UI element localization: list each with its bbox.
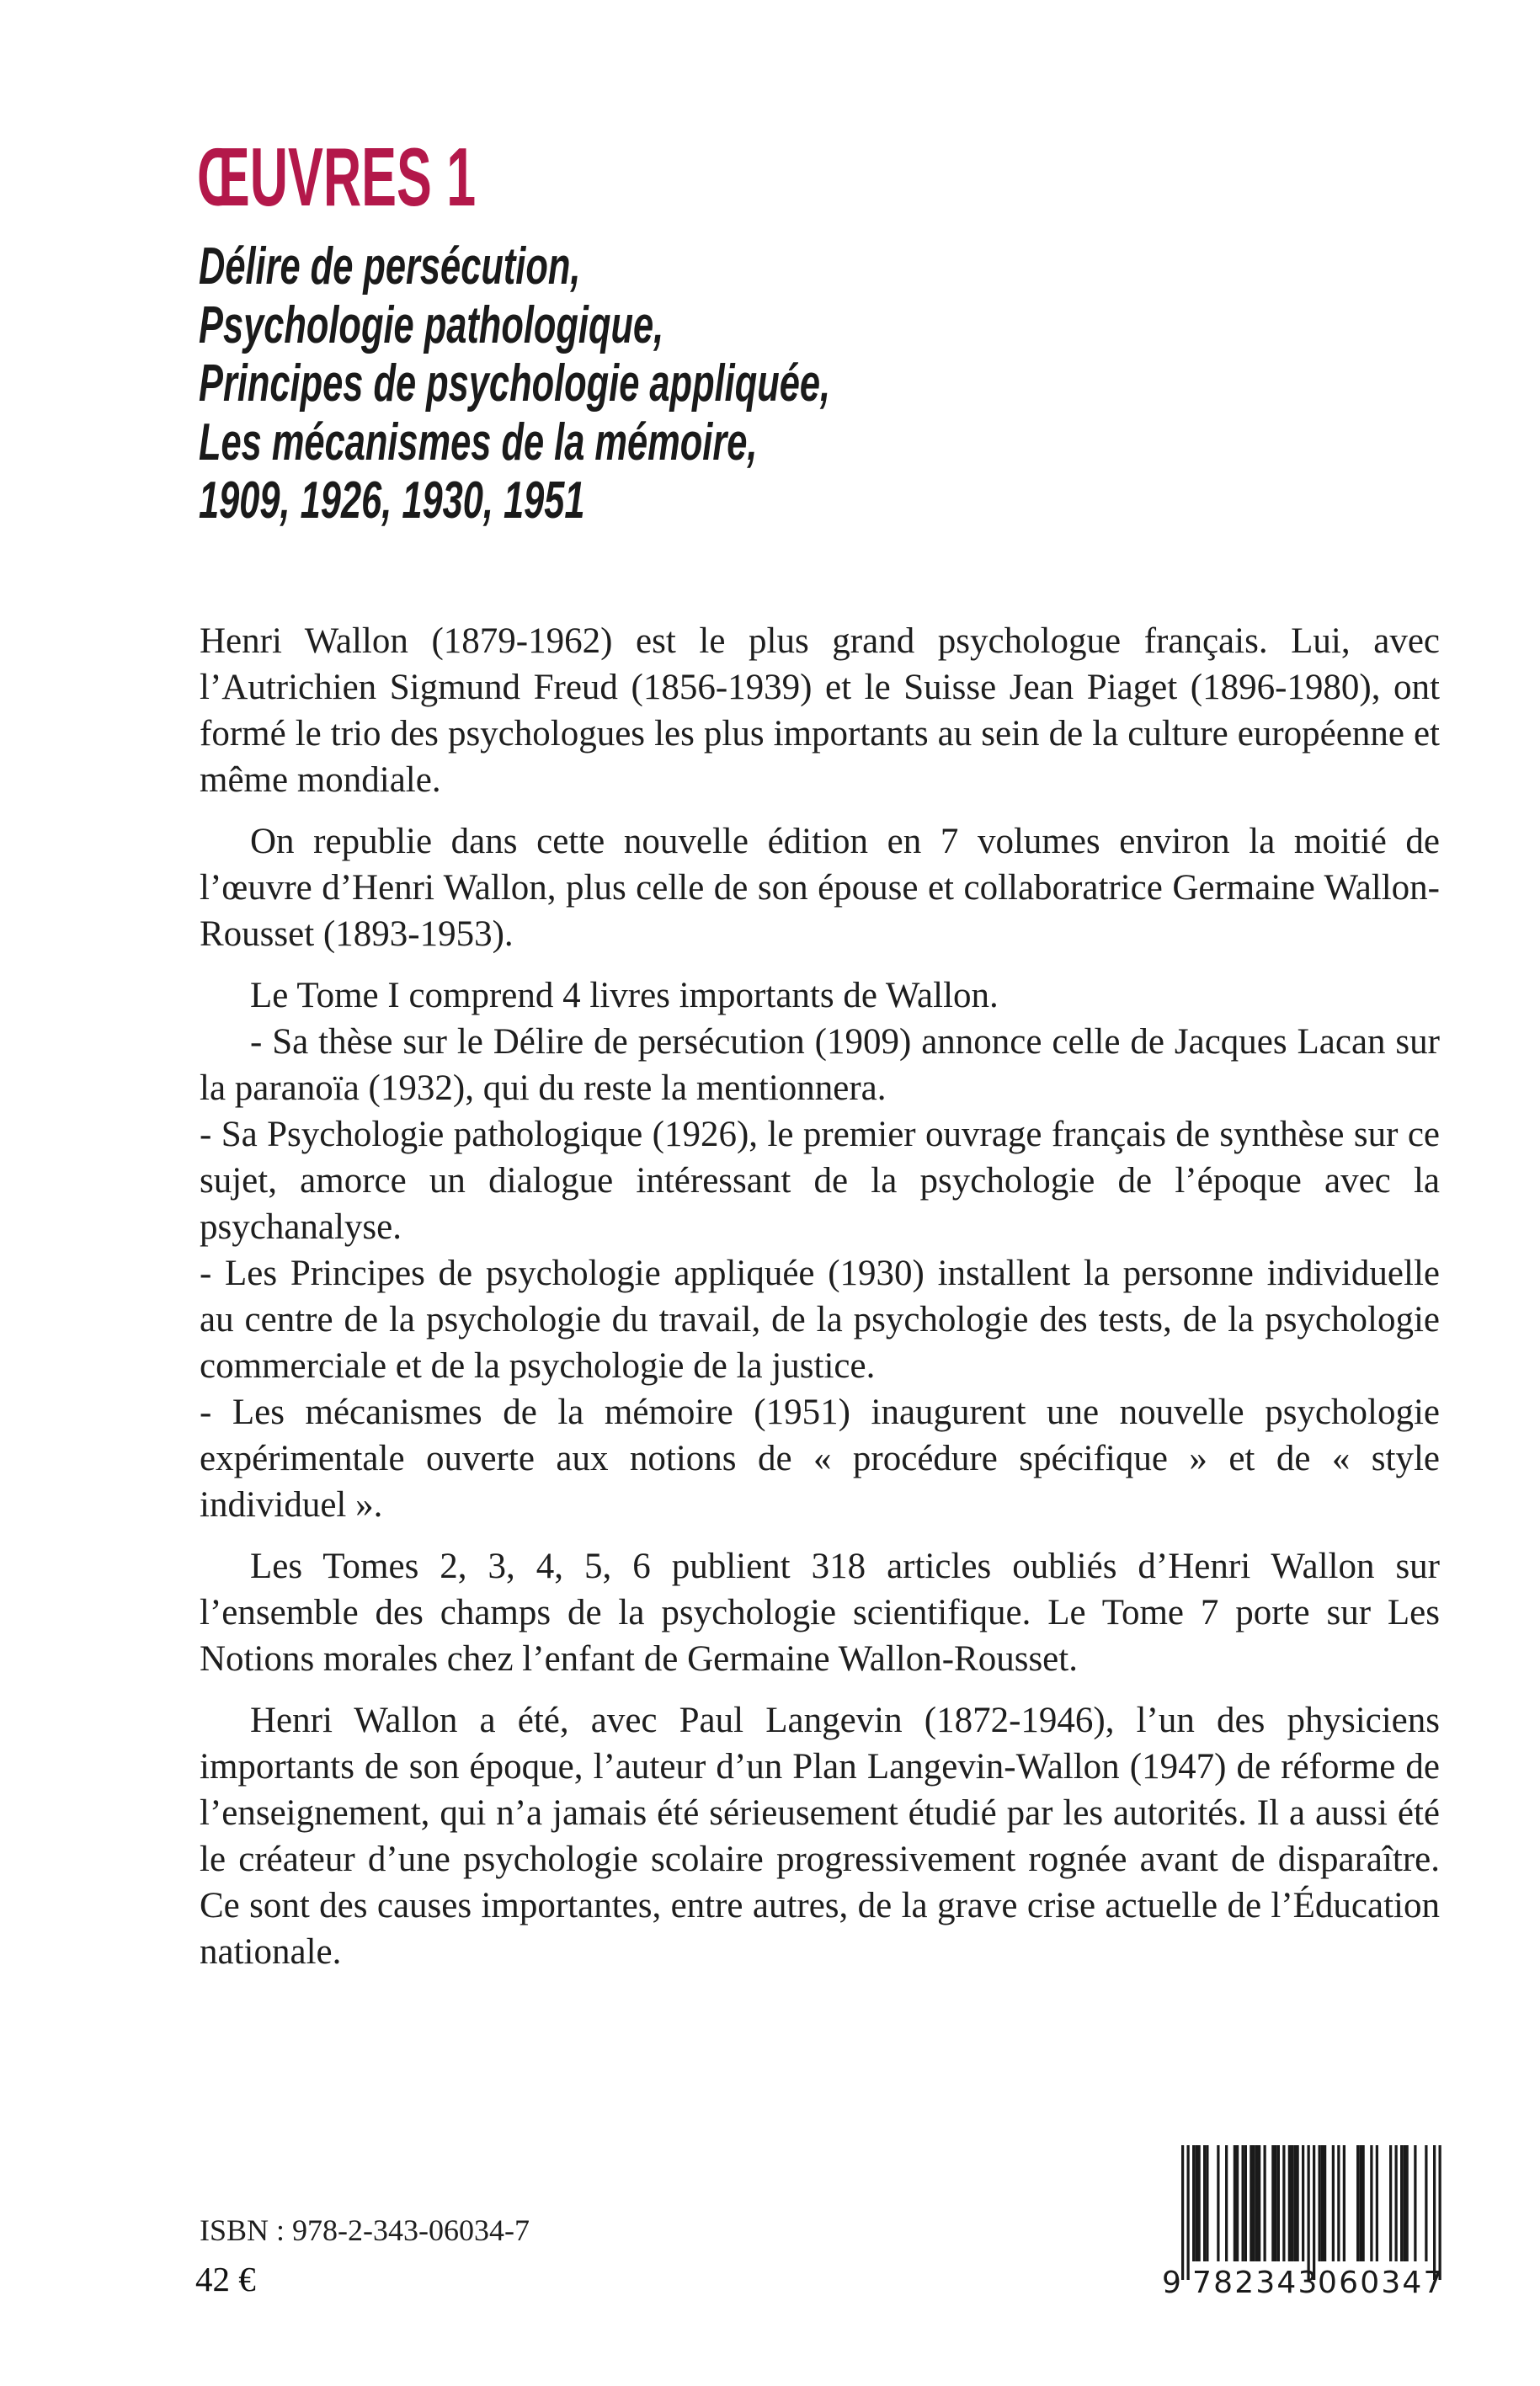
paragraph-langevin: Henri Wallon a été, avec Paul Langevin (1872-1946), l’un des physiciens importants de son époque, l’auteur d’un Plan Langevin-Wallon (1947) de réforme de l’enseignement, qui n’a jamais été sérieusement étudié par les autorités. Il a aussi été le créateur d’une psychologie scolaire progressivement rognée avant de disparaître. Ce sont des causes importantes, entre autres, de la grave crise actuelle de l’Éducation nationale. <box>200 1701 1440 1972</box>
subtitle-line: 1909, 1926, 1930, 1951 <box>199 471 585 530</box>
subtitle-line: Psychologie pathologique, <box>199 296 664 354</box>
list-item-principes: - Les Principes de psychologie appliquée (1930) installent la personne individuelle au centre de la psychologie du travail, de la psychologie des tests, de la psychologie commerciale et de la psychologie de la justice. <box>200 1254 1440 1386</box>
subtitle-line: Les mécanismes de la mémoire, <box>199 413 758 471</box>
barcode-graphic <box>1162 2144 1448 2299</box>
blurb-text <box>200 618 1440 1975</box>
paragraph-edition: On republie dans cette nouvelle édition en 7 volumes environ la moitié de l’œuvre d’Henri Wallon, plus celle de son épouse et collaboratrice Germaine Wallon-Rousset (1893-1953). <box>200 822 1440 954</box>
book-title: ŒUVRES 1 <box>197 130 477 223</box>
ean13-barcode <box>1162 2144 1448 2299</box>
svg-text:060347: 060347 <box>1318 2266 1445 2299</box>
paragraph-tomes: Les Tomes 2, 3, 4, 5, 6 publient 318 articles oubliés d’Henri Wallon sur l’ensemble des champs de la psychologie scientifique. Le Tome 7 porte sur Les Notions morales chez l’enfant de Germaine Wallon-Rousset. <box>200 1547 1440 1679</box>
paragraph-intro: Henri Wallon (1879-1962) est le plus grand psychologue français. Lui, avec l’Autrichien Sigmund Freud (1856-1939) et le Suisse Jean Piaget (1896-1980), ont formé le trio des psychologues les plus importants au sein de la culture européenne et même mondiale. <box>200 621 1440 800</box>
paragraph-tome-one: Le Tome I comprend 4 livres importants de Wallon. <box>250 976 999 1015</box>
list-item-memoire: - Les mécanismes de la mémoire (1951) inaugurent une nouvelle psychologie expérimentale ouverte aux notions de « procédure spécifique » et de « style individuel ». <box>200 1393 1440 1525</box>
subtitle-line: Délire de persécution, <box>199 237 581 296</box>
book-subtitle <box>199 237 830 530</box>
price-label: 42 € <box>195 2260 256 2298</box>
isbn-label: ISBN : 978-2-343-06034-7 <box>200 2213 530 2247</box>
subtitle-line: Principes de psychologie appliquée, <box>199 354 831 413</box>
svg-text:9: 9 <box>1162 2266 1181 2299</box>
list-item-psychologie-pathologique: - Sa Psychologie pathologique (1926), le premier ouvrage français de synthèse sur ce sujet, amorce un dialogue intéressant de la psychologie de l’époque avec la psychanalyse. <box>200 1115 1440 1247</box>
svg-text:782343: 782343 <box>1192 2266 1319 2299</box>
list-item-delire: - Sa thèse sur le Délire de persécution (1909) annonce celle de Jacques Lacan sur la paranoïa (1932), qui du reste la mentionnera. <box>200 1022 1440 1108</box>
